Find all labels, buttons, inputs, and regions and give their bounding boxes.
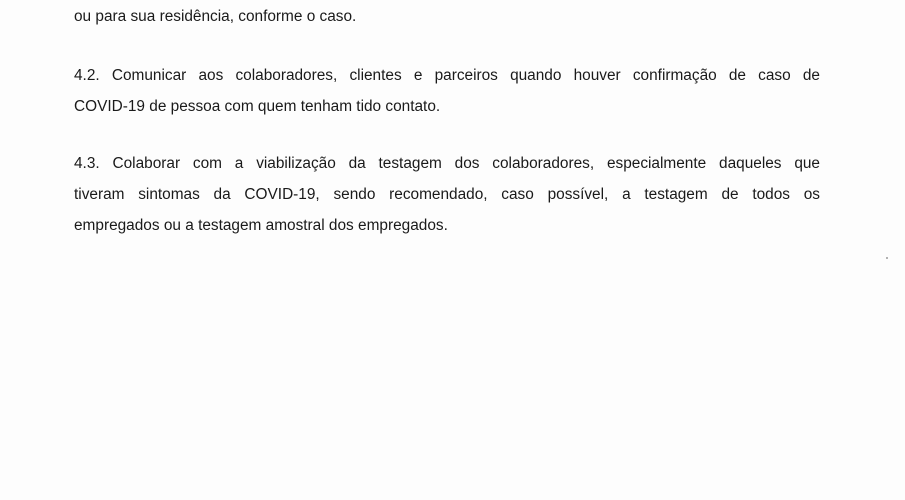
paragraph-line: empregados ou a testagem amostral dos empregados.	[74, 217, 448, 234]
paragraph-4-2	[74, 60, 820, 122]
paragraph-line: 4.2. Comunicar aos colaboradores, clientes e parceiros quando houver confirmação de caso de	[74, 67, 820, 84]
paragraph-line: 4.3. Colaborar com a viabilização da testagem dos colaboradores, especialmente daqueles que	[74, 155, 820, 172]
paragraph-line: COVID-19 de pessoa com quem tenham tido contato.	[74, 98, 441, 115]
paragraph-line: tiveram sintomas da COVID-19, sendo recomendado, caso possível, a testagem de todos os	[74, 186, 820, 203]
scan-speck	[886, 257, 888, 259]
paragraph-4-3	[74, 148, 820, 241]
paragraph-line: ou para sua residência, conforme o caso.	[74, 8, 357, 25]
paragraph-continuation	[74, 1, 820, 32]
